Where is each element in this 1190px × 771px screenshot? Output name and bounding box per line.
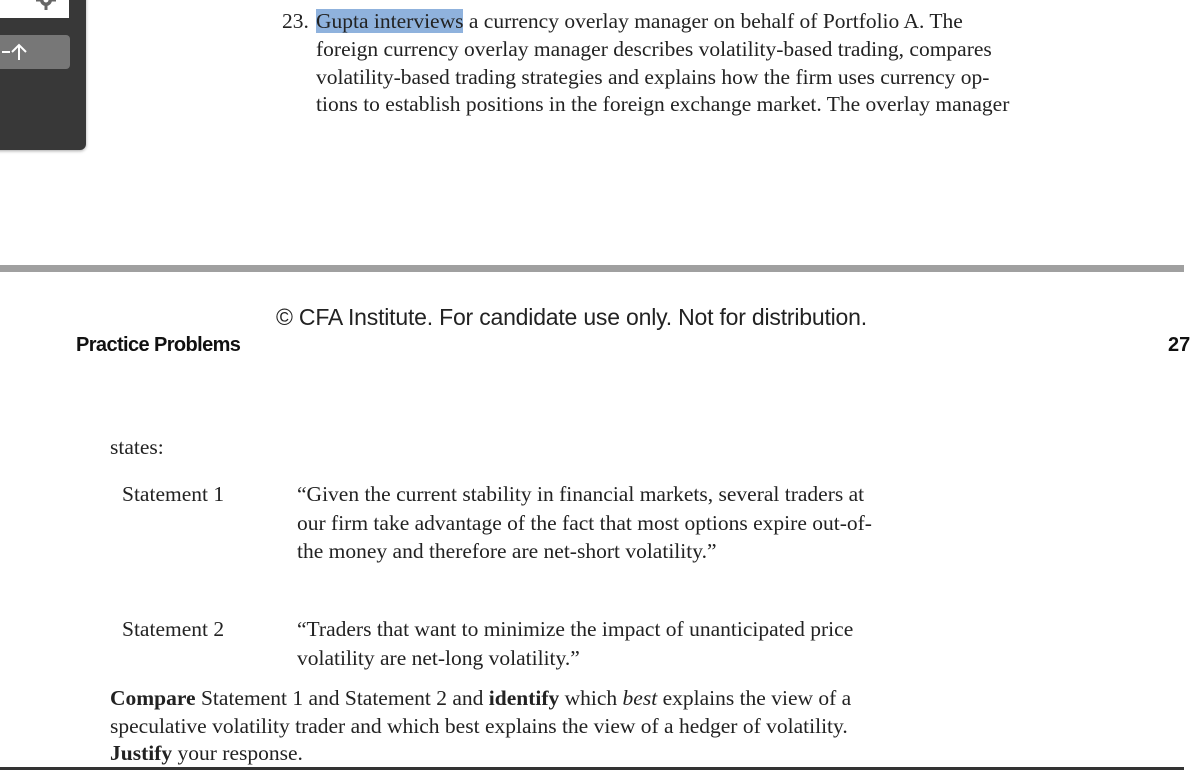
copyright-notice: © CFA Institute. For candidate use only. Not for distribution. <box>276 304 867 330</box>
question-text <box>316 8 1102 119</box>
justify-keyword: Justify <box>110 741 173 765</box>
selected-text[interactable]: Gupta interviews <box>316 9 464 33</box>
instruction-text-3: explains the view of a speculative volatility trader and which best explains the view of a hedger of volatility. <box>110 686 852 738</box>
question-line-3: volatility-based trading strategies and explains how the firm uses currency op- <box>316 64 990 89</box>
floating-tool-panel <box>0 0 86 150</box>
statement-2-quote: “Traders that want to minimize the impact of unanticipated price volatility are net-long volatility.” <box>297 617 854 670</box>
statement-1-quote: “Given the current stability in financial markets, several traders at our firm take advantage of the fact that most options expire out-of-the money and therefore are net-short volatility.” <box>297 482 872 563</box>
page-number: 27 <box>1168 334 1190 356</box>
identify-keyword: identify <box>488 686 560 710</box>
question-line-1-text: a currency overlay manager on behalf of Portfolio A. The <box>463 9 963 33</box>
bottom-rule <box>0 767 1184 770</box>
panel-tab <box>0 0 69 18</box>
question-line-4: tions to establish positions in the foreign exchange market. The overlay manager <box>316 92 1010 117</box>
compare-keyword: Compare <box>110 686 196 710</box>
arrow-up-icon <box>2 42 30 62</box>
question-line-1 <box>316 8 1102 36</box>
statement-2-label: Statement 2 <box>122 617 225 641</box>
question-line-2: foreign currency overlay manager describes volatility-based trading, compares <box>316 36 992 61</box>
best-emphasis: best <box>622 686 658 710</box>
instruction-text-1: Statement 1 and Statement 2 and <box>195 686 489 710</box>
upload-button[interactable] <box>0 35 70 69</box>
statement-1-label: Statement 1 <box>122 482 225 506</box>
question-23 <box>282 8 1102 119</box>
question-number: 23. <box>282 9 309 33</box>
gear-icon[interactable] <box>36 0 56 10</box>
instruction-text-4: your response. <box>172 741 303 765</box>
states-text: states: <box>110 435 164 459</box>
instruction-paragraph <box>110 685 910 768</box>
running-head: Practice Problems <box>76 334 241 356</box>
instruction-text-2: which <box>559 686 623 710</box>
page-divider <box>0 265 1184 272</box>
